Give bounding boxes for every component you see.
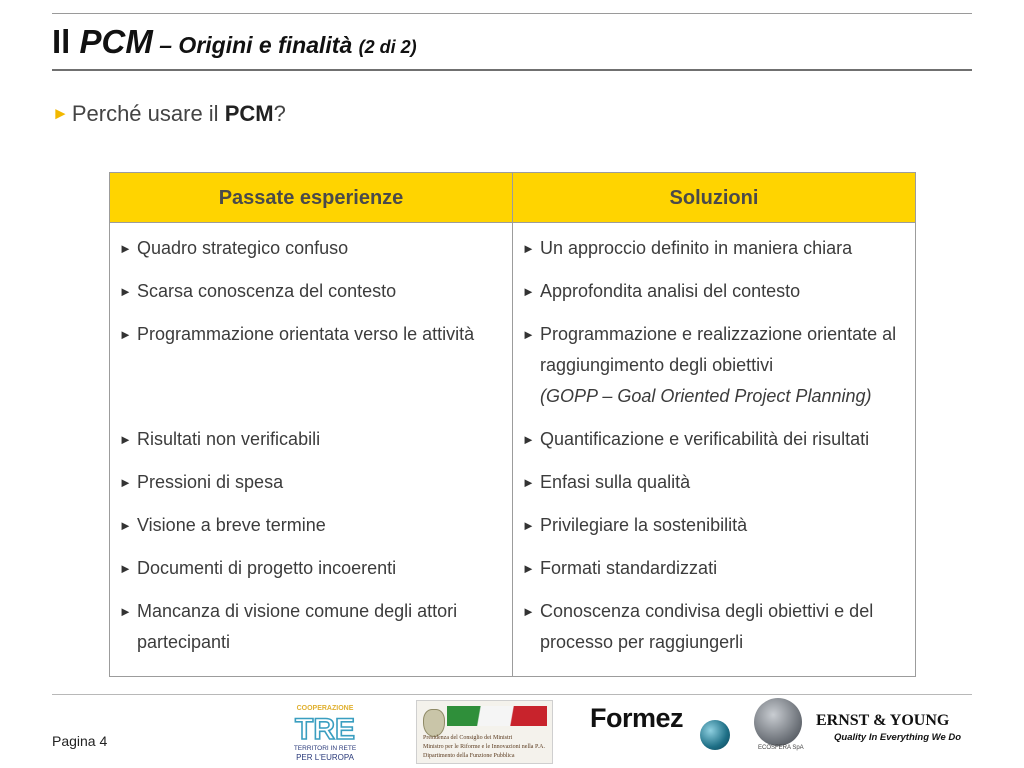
header-top-rule [52,13,972,14]
title-pcm: PCM [79,23,153,60]
list-item: ► Mancanza di visione comune degli attori partecipanti [119,596,507,658]
title-prefix: Il [52,23,80,60]
ey-tagline: Quality In Everything We Do [834,732,962,743]
header-soluzioni: Soluzioni [669,187,759,209]
list-item: ► Programmazione orientata verso le attività [119,319,507,350]
question-text-before: Perché usare il [71,101,225,126]
list-item: ► Risultati non verificabili [119,424,507,455]
republic-emblem-icon [423,709,445,737]
triangle-bullet-icon: ► [119,475,132,490]
triangle-bullet-icon: ► [119,327,132,342]
triangle-bullet-icon: ► [119,604,132,619]
list-item: ► Programmazione e realizzazione orientate al raggiungimento degli obiettivi (GOPP – Goal Oriented Project Planning) [522,319,914,412]
gov-line1: Presidenza del Consiglio dei Ministri [423,735,513,741]
question-bold-pcm: PCM [224,101,274,126]
triangle-bullet-icon: ► [119,561,132,576]
triangle-bullet-icon: ► [119,284,132,299]
presidenza-consiglio-logo [416,700,553,764]
triangle-bullet-icon: ► [522,604,535,619]
list-item: ► Quantificazione e verificabilità dei risultati [522,424,914,455]
cooperazione-tre-logo [283,703,367,765]
formez-text: Formez [590,703,684,733]
gov-line2: Ministro per le Riforme e le Innovazioni nella P.A. [423,744,545,750]
header-bottom-rule [52,69,972,71]
list-item: ► Quadro strategico confuso [119,233,507,264]
ecosfera-text: ECOSFERA SpA [758,745,804,751]
formez-logo [590,702,740,758]
list-item: ► Enfasi sulla qualità [522,467,914,498]
triangle-bullet-icon: ► [119,518,132,533]
tre-line1: TERRITORI IN RETE [293,745,357,752]
triangle-bullet-icon: ► [522,284,535,299]
ey-name: ERNST & YOUNG [816,712,950,729]
column-passate-esperienze [119,233,507,670]
tre-line2: PER L'EUROPA [296,753,354,762]
list-item: ► Privilegiare la sostenibilità [522,510,914,541]
footer-rule [52,694,972,695]
tre-top-text: COOPERAZIONE [296,705,354,712]
gopp-note: (GOPP – Goal Oriented Project Planning) [540,386,872,406]
list-item: ► Approfondita analisi del contesto [522,276,914,307]
list-item: ► Visione a breve termine [119,510,507,541]
column-divider [512,173,513,676]
list-item: ► Formati standardizzati [522,553,914,584]
question-text-after: ? [273,101,286,126]
ernst-young-logo [816,712,966,748]
ecosfera-globe-icon [754,698,802,746]
triangle-bullet-icon: ► [119,432,132,447]
triangle-bullet-icon: ► [522,327,535,342]
tre-main-text: TRE [295,713,355,746]
question-line [52,100,286,130]
list-item: ► Conoscenza condivisa degli obiettivi e del processo per raggiungerli [522,596,914,658]
title-subtitle: – Origini e finalità [152,32,359,58]
italian-flag-icon [447,706,547,726]
ecosfera-logo [752,698,804,754]
triangle-bullet-icon: ► [119,241,132,256]
comparison-table [109,172,916,677]
page-number: Pagina 4 [52,733,108,749]
triangle-bullet-icon: ► [522,432,535,447]
yellow-triangle-bullet-icon: ► [52,104,69,123]
formez-sphere-icon [700,720,730,750]
triangle-bullet-icon: ► [522,561,535,576]
triangle-bullet-icon: ► [522,518,535,533]
list-item: ► Un approccio definito in maniera chiara [522,233,914,264]
list-item: ► Pressioni di spesa [119,467,507,498]
header-passate-esperienze: Passate esperienze [218,187,404,209]
triangle-bullet-icon: ► [522,241,535,256]
list-item: ► Scarsa conoscenza del contesto [119,276,507,307]
list-item: ► Documenti di progetto incoerenti [119,553,507,584]
page-title [52,22,417,62]
title-part: (2 di 2) [358,37,417,57]
column-soluzioni [522,233,914,670]
triangle-bullet-icon: ► [522,475,535,490]
gov-line3: Dipartimento della Funzione Pubblica [423,753,515,759]
